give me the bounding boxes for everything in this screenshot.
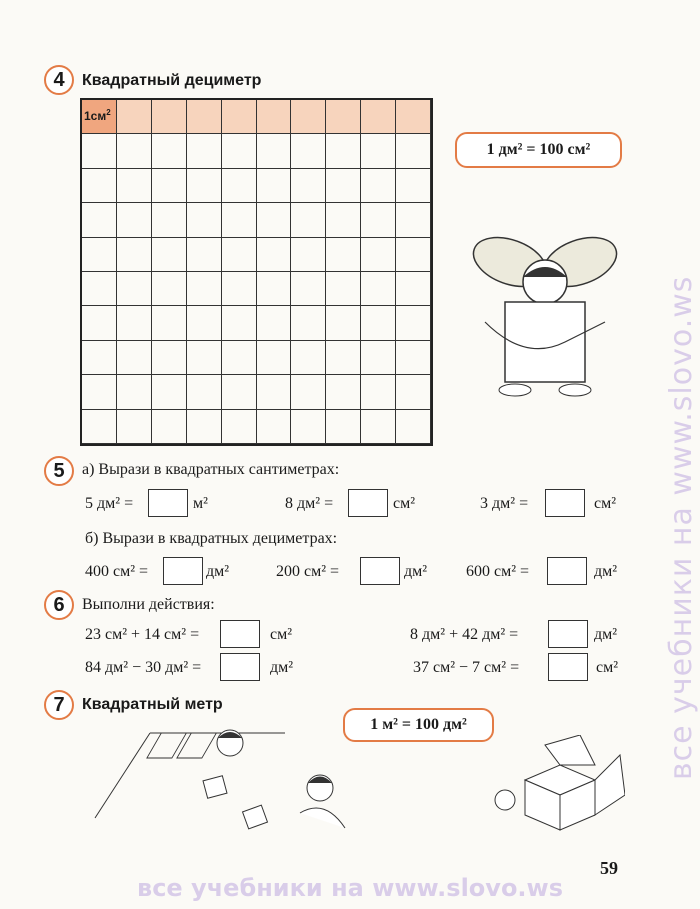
c4-answer-box[interactable] bbox=[548, 653, 588, 681]
grid-cell bbox=[152, 306, 187, 340]
a1-unit: м² bbox=[193, 495, 208, 512]
bottom-watermark: все учебники на www.slovo.ws bbox=[137, 874, 563, 902]
task-6-number: 6 bbox=[44, 590, 74, 620]
grid-cell bbox=[257, 375, 292, 409]
task-4-title: Квадратный дециметр bbox=[82, 72, 262, 89]
grid-cell bbox=[152, 134, 187, 168]
task-6-title: Выполни действия: bbox=[82, 596, 215, 613]
a2-answer-box[interactable] bbox=[348, 489, 388, 517]
grid-cell bbox=[82, 306, 117, 340]
grid-cell bbox=[396, 306, 431, 340]
grid-cell bbox=[326, 169, 361, 203]
decimeter-formula: 1 дм² = 100 см² bbox=[455, 132, 622, 168]
grid-cell bbox=[257, 272, 292, 306]
grid-cell bbox=[396, 100, 431, 134]
grid-cell bbox=[117, 410, 152, 444]
grid-cell bbox=[396, 169, 431, 203]
task-5-number: 5 bbox=[44, 456, 74, 486]
grid-cell bbox=[257, 238, 292, 272]
fly-illustration bbox=[465, 232, 625, 402]
cell-label-text: 1см bbox=[84, 109, 107, 123]
grid-cell bbox=[117, 169, 152, 203]
grid-cell bbox=[117, 306, 152, 340]
task-7-number: 7 bbox=[44, 690, 74, 720]
grid-cell bbox=[152, 341, 187, 375]
grid-cell bbox=[117, 341, 152, 375]
b1-lhs: 400 см² = bbox=[85, 563, 149, 580]
grid-cell bbox=[361, 341, 396, 375]
grid-cell bbox=[396, 272, 431, 306]
grid-cell bbox=[152, 203, 187, 237]
grid-cell bbox=[361, 272, 396, 306]
grid-cell bbox=[187, 410, 222, 444]
children-measuring-illustration bbox=[90, 718, 380, 858]
grid-cell bbox=[117, 100, 152, 134]
a3-lhs: 3 дм² = bbox=[480, 495, 529, 512]
a2-unit: см² bbox=[393, 495, 416, 512]
a3-answer-box[interactable] bbox=[545, 489, 585, 517]
grid-cell bbox=[82, 203, 117, 237]
b2-unit: дм² bbox=[404, 563, 428, 580]
c4-lhs: 37 см² − 7 см² = bbox=[413, 659, 520, 676]
grid-cell bbox=[117, 375, 152, 409]
c2-answer-box[interactable] bbox=[548, 620, 588, 648]
grid-cell bbox=[222, 306, 257, 340]
grid-cell bbox=[222, 272, 257, 306]
grid-cell bbox=[257, 410, 292, 444]
grid-cell bbox=[82, 100, 117, 134]
grid-cell bbox=[117, 134, 152, 168]
grid-cell bbox=[152, 272, 187, 306]
grid-cell bbox=[396, 203, 431, 237]
grid-cell bbox=[326, 341, 361, 375]
grid-cell bbox=[222, 341, 257, 375]
a1-answer-box[interactable] bbox=[148, 489, 188, 517]
grid-cell bbox=[222, 169, 257, 203]
grid-cell bbox=[257, 306, 292, 340]
task-5-part-a: а) Вырази в квадратных сантиметрах: bbox=[82, 461, 340, 478]
c1-lhs: 23 см² + 14 см² = bbox=[85, 626, 200, 643]
grid-cell bbox=[82, 272, 117, 306]
grid-cell bbox=[187, 341, 222, 375]
grid-cell bbox=[291, 410, 326, 444]
b1-unit: дм² bbox=[206, 563, 230, 580]
grid-cell bbox=[291, 272, 326, 306]
grid-cell bbox=[291, 306, 326, 340]
grid-cell bbox=[82, 169, 117, 203]
grid-cell bbox=[117, 203, 152, 237]
task-5-part-b: б) Вырази в квадратных дециметрах: bbox=[85, 530, 338, 547]
grid-cell bbox=[117, 238, 152, 272]
b2-lhs: 200 см² = bbox=[276, 563, 340, 580]
grid-cell bbox=[291, 134, 326, 168]
c3-unit: дм² bbox=[270, 659, 294, 676]
grid-cell bbox=[361, 410, 396, 444]
grid-cell bbox=[291, 375, 326, 409]
grid-cell bbox=[187, 238, 222, 272]
grid-cell bbox=[222, 375, 257, 409]
c2-lhs: 8 дм² + 42 дм² = bbox=[410, 626, 519, 643]
side-watermark: все учебники на www.slovo.ws bbox=[664, 275, 699, 780]
grid-cell bbox=[222, 134, 257, 168]
cell-label bbox=[84, 108, 111, 123]
grid-cell bbox=[152, 410, 187, 444]
grid-cell bbox=[187, 100, 222, 134]
grid-cell bbox=[117, 272, 152, 306]
a3-unit: см² bbox=[594, 495, 617, 512]
grid-cell bbox=[361, 306, 396, 340]
grid-cell bbox=[396, 238, 431, 272]
grid-cell bbox=[187, 169, 222, 203]
grid-cell bbox=[361, 134, 396, 168]
task-7-title: Квадратный метр bbox=[82, 696, 223, 713]
grid-cell bbox=[187, 375, 222, 409]
meter-formula: 1 м² = 100 дм² bbox=[343, 708, 494, 742]
c2-unit: дм² bbox=[594, 626, 618, 643]
grid-cell bbox=[257, 203, 292, 237]
c1-answer-box[interactable] bbox=[220, 620, 260, 648]
grid-cell bbox=[291, 203, 326, 237]
grid-cell bbox=[222, 238, 257, 272]
cube-net-illustration bbox=[485, 735, 625, 835]
b2-answer-box[interactable] bbox=[360, 557, 400, 585]
grid-cell bbox=[257, 341, 292, 375]
grid-cell bbox=[82, 134, 117, 168]
square-decimeter-grid bbox=[80, 98, 433, 446]
grid-cell bbox=[361, 375, 396, 409]
grid-cell bbox=[82, 341, 117, 375]
grid-cell bbox=[361, 169, 396, 203]
grid-cell bbox=[326, 238, 361, 272]
grid-cell bbox=[396, 341, 431, 375]
grid-cell bbox=[326, 100, 361, 134]
grid-cell bbox=[361, 238, 396, 272]
grid-cell bbox=[257, 100, 292, 134]
grid-cell bbox=[361, 100, 396, 134]
grid-cell bbox=[396, 375, 431, 409]
page-number: 59 bbox=[600, 858, 618, 878]
grid-cell bbox=[396, 134, 431, 168]
grid-cell bbox=[187, 134, 222, 168]
grid-cell bbox=[326, 203, 361, 237]
grid-cell bbox=[396, 410, 431, 444]
grid-cell bbox=[82, 410, 117, 444]
task-4-number: 4 bbox=[44, 65, 74, 95]
grid-cell bbox=[326, 134, 361, 168]
c1-unit: см² bbox=[270, 626, 293, 643]
grid-cell bbox=[291, 100, 326, 134]
grid-cell bbox=[257, 134, 292, 168]
grid-cell bbox=[187, 306, 222, 340]
grid-cell bbox=[291, 341, 326, 375]
grid-cell bbox=[82, 375, 117, 409]
c3-lhs: 84 дм² − 30 дм² = bbox=[85, 659, 202, 676]
a1-lhs: 5 дм² = bbox=[85, 495, 134, 512]
grid-cell bbox=[152, 238, 187, 272]
grid-cell bbox=[361, 203, 396, 237]
grid-cell bbox=[222, 203, 257, 237]
grid-cell bbox=[291, 238, 326, 272]
cell-label-sup: 2 bbox=[106, 108, 111, 117]
grid-cell bbox=[326, 410, 361, 444]
b3-unit: дм² bbox=[594, 563, 618, 580]
a2-lhs: 8 дм² = bbox=[285, 495, 334, 512]
grid-cell bbox=[326, 306, 361, 340]
grid-cell bbox=[222, 100, 257, 134]
grid-cell bbox=[187, 272, 222, 306]
b3-answer-box[interactable] bbox=[547, 557, 587, 585]
grid-cell bbox=[82, 238, 117, 272]
c4-unit: см² bbox=[596, 659, 619, 676]
grid-cell bbox=[152, 169, 187, 203]
grid-cell bbox=[152, 100, 187, 134]
grid-cell bbox=[222, 410, 257, 444]
c3-answer-box[interactable] bbox=[220, 653, 260, 681]
grid-cell bbox=[326, 375, 361, 409]
grid-cell bbox=[187, 203, 222, 237]
grid-cell bbox=[291, 169, 326, 203]
grid-cell bbox=[326, 272, 361, 306]
grid-cell bbox=[152, 375, 187, 409]
b3-lhs: 600 см² = bbox=[466, 563, 530, 580]
b1-answer-box[interactable] bbox=[163, 557, 203, 585]
grid-cell bbox=[257, 169, 292, 203]
